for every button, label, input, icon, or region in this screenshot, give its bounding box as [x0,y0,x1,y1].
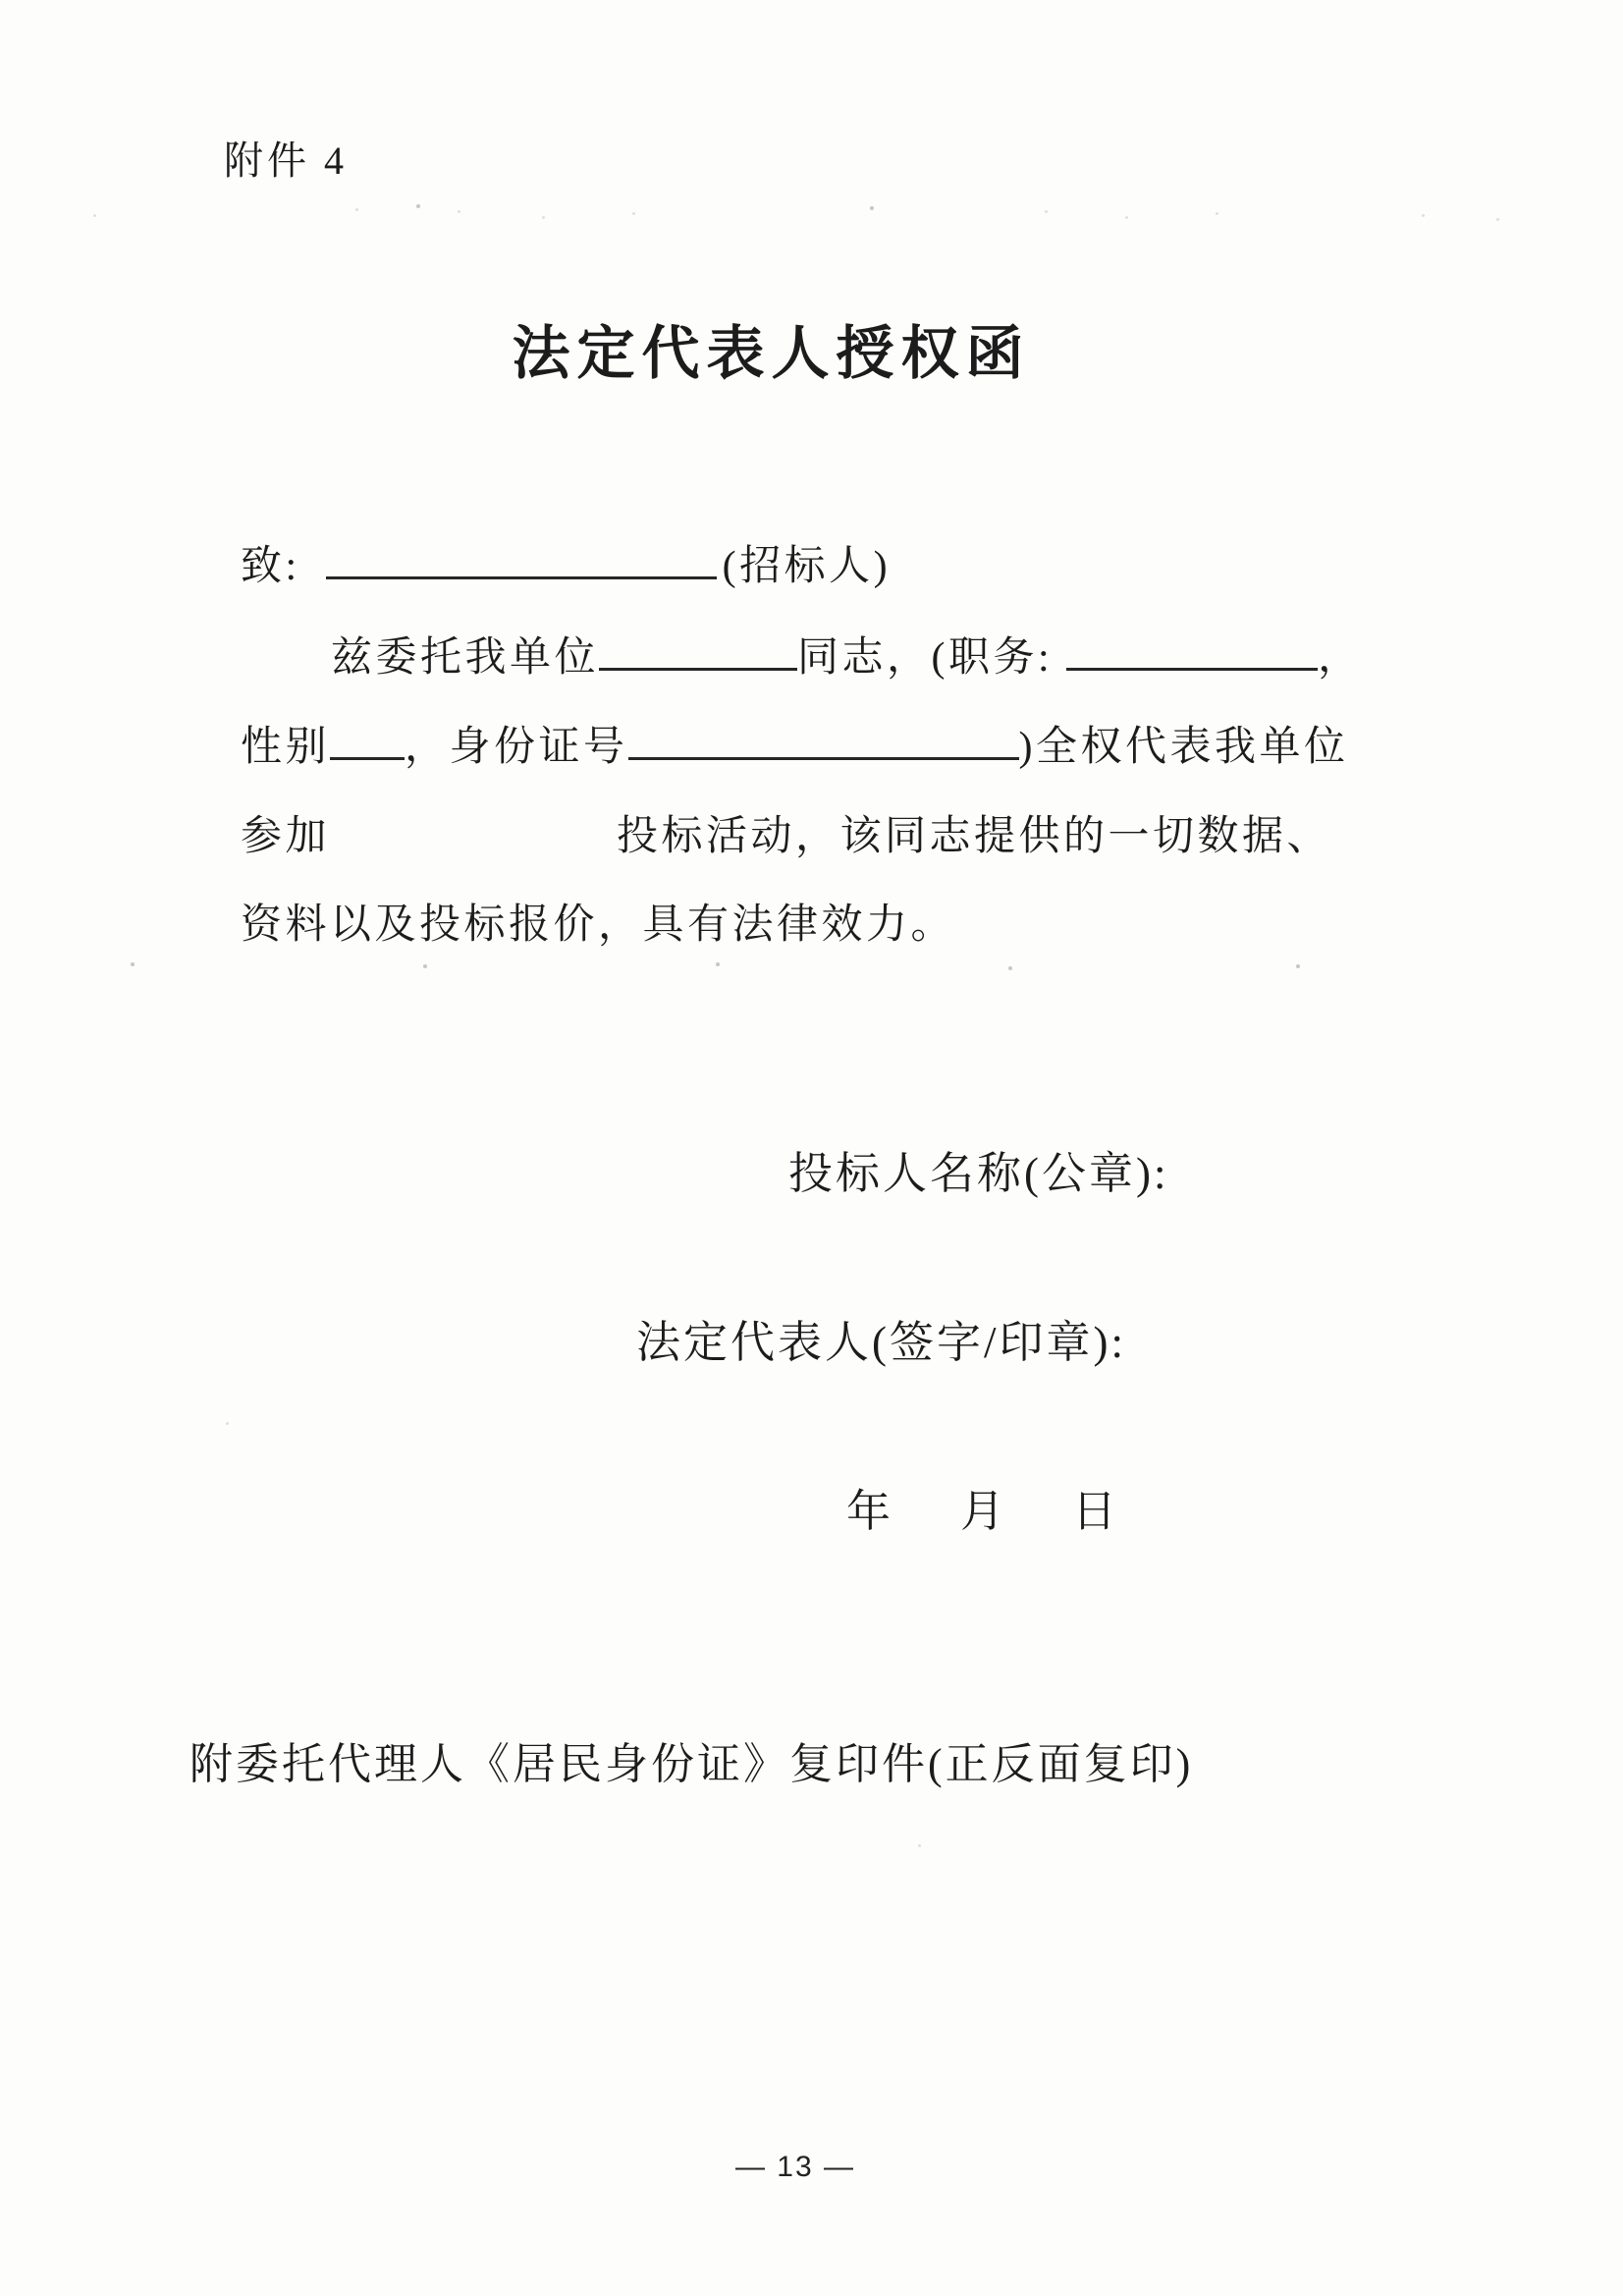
blank-id-number [628,718,1019,760]
paragraph-line-1 [241,533,891,592]
date-line [846,1475,1119,1539]
paragraph-line-2 [241,625,1363,683]
blank-bid-inviter-name [326,537,717,579]
date-day-label: 日 [1072,1487,1120,1536]
blank-entrusted-person-name [599,629,797,671]
line2-part2-text: 同志，(职务: [797,635,1054,681]
paragraph-line-3 [241,714,1349,773]
blank-gender [330,718,405,760]
line5-text: 资料以及投标报价，具有法律效力。 [241,902,956,948]
paragraph-line-4 [241,803,1331,862]
line3-part2-text: ，身份证号 [405,725,628,770]
line3-part1-text: 性别 [241,725,331,770]
line3-part3-text: )全权代表我单位 [1018,725,1349,770]
line4-part2-text: 投标活动，该同志提供的一切数据、 [617,814,1332,859]
line1-suffix-text: (招标人) [722,544,892,589]
date-month-label: 月 [960,1487,1008,1536]
line2-part3-text: ， [1318,635,1363,681]
bidder-name-seal-label: 投标人名称(公章): [788,1149,1169,1198]
attachment-label: 附件 4 [224,138,348,183]
document-title: 法定代表人授权函 [512,321,1031,386]
line2-part1-text: 兹委托我单位 [331,635,600,681]
line4-part1-text: 参加 [241,814,331,859]
page-number: — 13 — [734,2151,856,2183]
attachment-note: 附委托代理人《居民身份证》复印件(正反面复印) [189,1740,1194,1788]
blank-duty-title [1066,629,1318,671]
line1-prefix-text: 致: [241,544,300,589]
paragraph-line-5 [241,892,955,951]
date-year-label: 年 [846,1487,894,1536]
legal-representative-signature-label: 法定代表人(签字/印章): [636,1318,1126,1367]
